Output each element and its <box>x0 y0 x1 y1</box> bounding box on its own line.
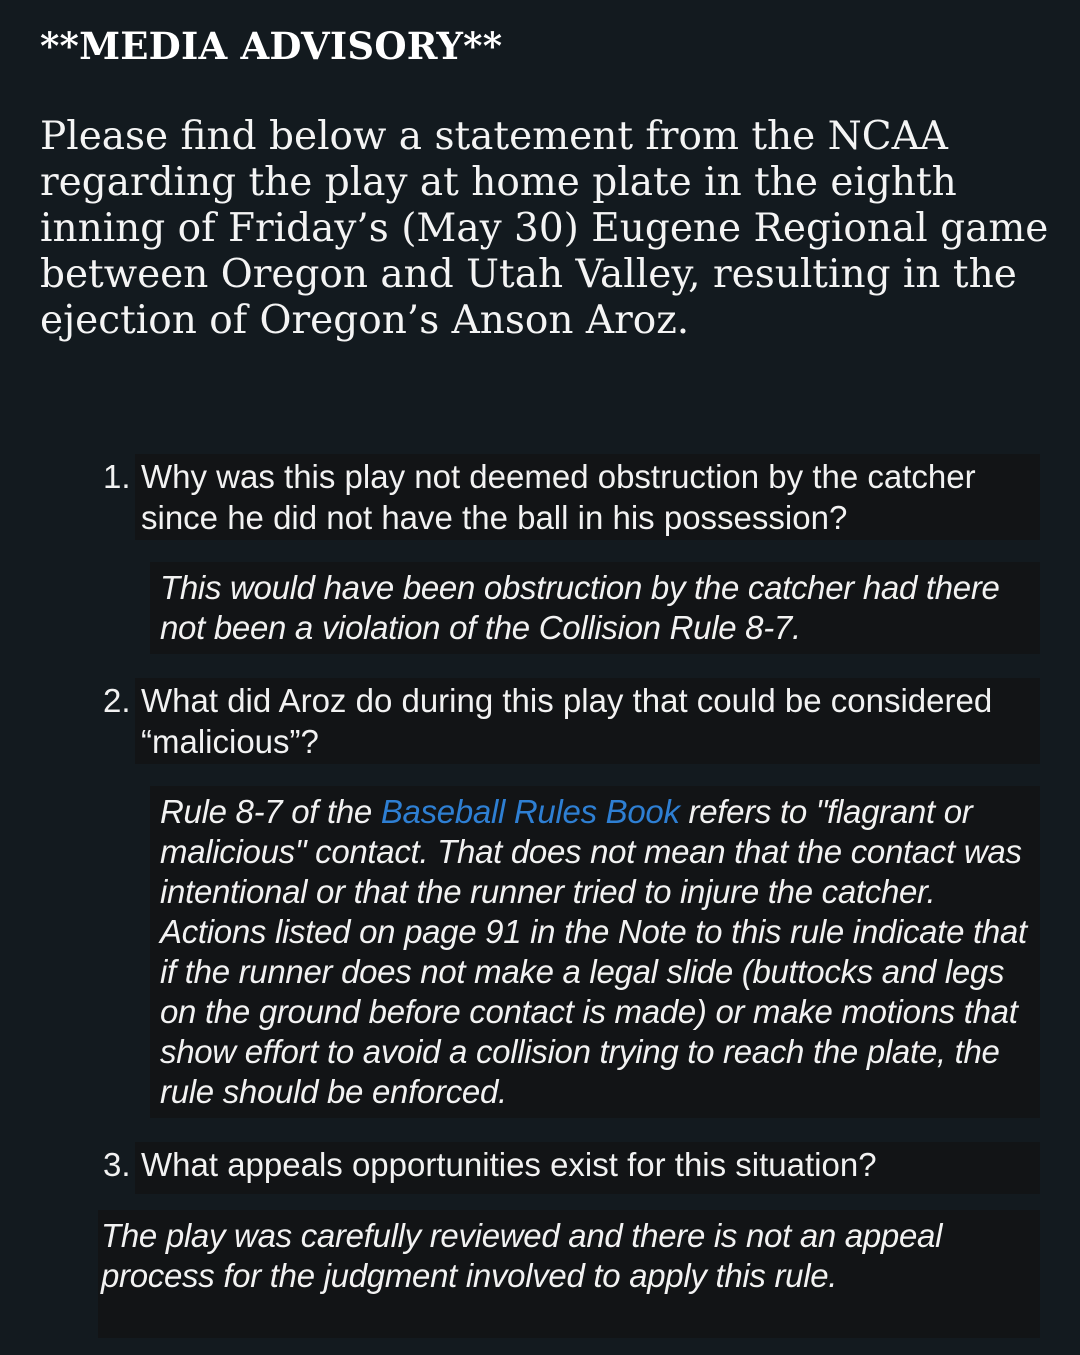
question-1-text: Why was this play not deemed obstruction by the catcher since he did not have the ball in his possession? <box>141 458 976 536</box>
answer-1-text: This would have been obstruction by the catcher had there not been a violation of the Collision Rule 8-7. <box>160 569 1000 646</box>
answer-2 <box>150 786 1040 1118</box>
question-2-number: 2. <box>103 682 131 719</box>
answer-3 <box>98 1210 1040 1338</box>
question-3 <box>135 1142 1040 1194</box>
answer-2-prefix: Rule 8-7 of the <box>160 793 381 830</box>
question-3-number: 3. <box>103 1146 131 1183</box>
intro-paragraph: Please find below a statement from the NCAA regarding the play at home plate in the eighth inning of Friday’s (May 30) Eugene Regional game between Oregon and Utah Valley, resulting in the ejection of Oregon’s Anson Aroz. <box>40 114 1049 343</box>
answer-2-suffix: refers to "flagrant or malicious" contact. That does not mean that the contact was intentional or that the runner tried to injure the catcher. Actions listed on page 91 in the Note to this rule indicate that if the runner does not make a legal slide (buttocks and legs on the ground before contact is made) or make motions that show effort to avoid a collision trying to reach the plate, the rule should be enforced. <box>160 793 1027 1110</box>
answer-1 <box>150 562 1040 654</box>
question-2-text: What did Aroz do during this play that could be considered “malicious”? <box>141 682 993 760</box>
question-1 <box>135 454 1040 540</box>
question-1-number: 1. <box>103 458 131 495</box>
question-2 <box>135 678 1040 764</box>
baseball-rules-book-link[interactable]: Baseball Rules Book <box>380 793 680 830</box>
question-3-text: What appeals opportunities exist for this situation? <box>141 1146 877 1183</box>
advisory-heading: **MEDIA ADVISORY** <box>40 24 503 68</box>
answer-3-text: The play was carefully reviewed and there is not an appeal process for the judgment involved to apply this rule. <box>101 1217 943 1294</box>
answer-2-text <box>160 786 1040 1112</box>
